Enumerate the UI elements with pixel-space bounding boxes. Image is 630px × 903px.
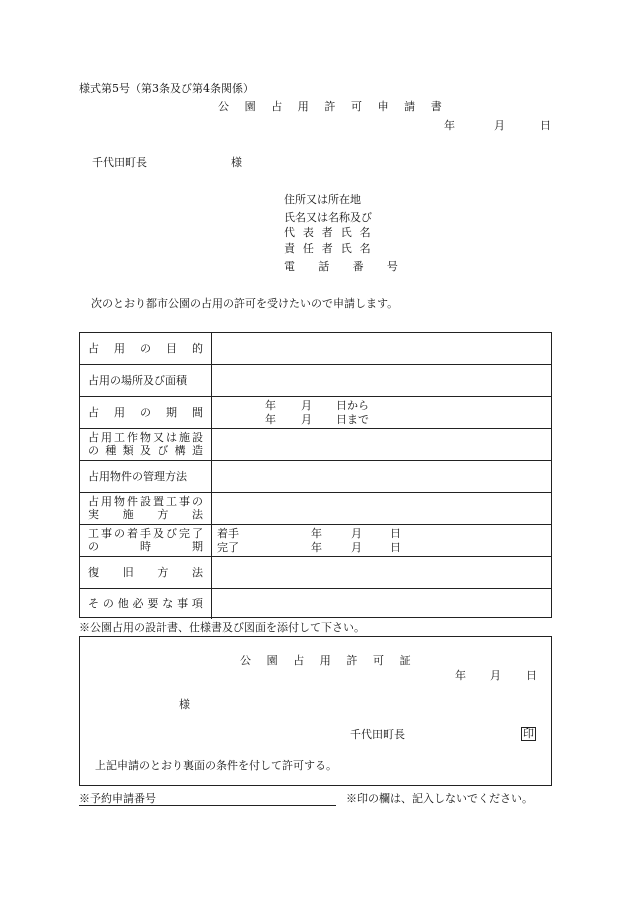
location-area-label: 占用の場所及び面積 [88,373,187,387]
schedule-label-line1: 工 事 の 着 手 及 び 完 了 [88,526,203,540]
start-day: 日 [390,527,401,540]
start-label: 着手 [217,527,239,540]
application-table [79,332,552,618]
label-cell [80,429,212,460]
table-row [80,397,551,429]
location-area-field[interactable] [213,365,551,396]
permit-statement: 上記申請のとおり裏面の条件を付して許可する。 [95,759,337,772]
structure-label [88,432,203,458]
schedule-label-line2: の 時 期 [88,539,203,553]
end-day: 日 [390,541,401,554]
permit-issuer: 千代田町長 [350,728,405,741]
start-year: 年 [311,527,322,540]
seal-column-note: ※印の欄は、記入しないでください。 [346,792,533,805]
addressee-honorific: 様 [231,156,242,169]
period-from-day: 日から [336,399,369,412]
addressee-name: 千代田町長 [92,156,147,169]
permit-date-year: 年 [455,669,466,682]
form-number: 様式第5号（第3条及び第4条関係） [79,82,254,95]
seal-mark: 印 [523,727,534,740]
schedule-field[interactable] [213,525,551,556]
label-cell [80,365,212,396]
address-label: 住所又は所在地 [284,193,361,206]
purpose-field[interactable] [213,333,551,364]
permit-certificate [79,636,552,786]
label-cell [80,461,212,492]
name-label: 氏名又は名称及び [284,211,372,224]
permit-honorific: 様 [179,698,190,711]
label-cell [80,589,212,619]
reservation-number-label: ※予約申請番号 [79,792,156,805]
other-field[interactable] [213,589,551,619]
representative-label: 代 表 者 氏 名 [284,226,373,239]
table-row [80,493,551,525]
construction-label-line2: 実 施 方 法 [88,507,203,521]
schedule-label [88,528,203,554]
period-field[interactable] [213,397,551,428]
construction-label-line1: 占 用 物 件 設 置 工 事 の [88,494,203,508]
date-day: 日 [540,119,551,132]
intro-text: 次のとおり都市公園の占用の許可を受けたいので申請します。 [91,297,399,310]
start-month: 月 [351,527,362,540]
page-title: 公 園 占 用 許 可 申 請 書 [218,100,448,113]
label-cell [80,493,212,524]
period-from-month: 月 [301,399,312,412]
label-cell [80,333,212,364]
structure-field[interactable] [213,429,551,460]
reservation-number-line[interactable] [79,805,336,806]
label-cell [80,525,212,556]
table-row [80,365,551,397]
attachment-note: ※公園占用の設計書、仕様書及び図面を添付して下さい。 [79,621,365,634]
table-row [80,525,551,557]
structure-label-line1: 占 用 工 作 物 又 は 施 設 [88,430,203,444]
end-year: 年 [311,541,322,554]
table-row [80,557,551,589]
period-to-month: 月 [301,413,312,426]
management-field[interactable] [213,461,551,492]
end-label: 完了 [217,541,239,554]
table-row [80,429,551,461]
table-row [80,461,551,493]
label-cell [80,557,212,588]
label-cell [80,397,212,428]
end-month: 月 [351,541,362,554]
other-label: そ の 他 必 要 な 事 項 [88,597,203,610]
management-label: 占用物件の管理方法 [88,469,187,483]
table-row [80,333,551,365]
period-label: 占 用 の 期 間 [88,405,203,419]
phone-label: 電 話 番 号 [284,260,408,273]
purpose-label: 占 用 の 目 的 [88,341,203,355]
construction-label [88,496,203,522]
date-month: 月 [494,119,505,132]
construction-field[interactable] [213,493,551,524]
restoration-field[interactable] [213,557,551,588]
permit-date-day: 日 [526,669,537,682]
responsible-label: 責 任 者 氏 名 [284,242,373,255]
structure-label-line2: の 種 類 及 び 構 造 [88,443,203,457]
period-to-year: 年 [265,413,276,426]
permit-title: 公 園 占 用 許 可 証 [240,654,417,667]
date-year: 年 [444,119,455,132]
period-to-day: 日まで [336,413,369,426]
table-row [80,589,551,619]
restoration-label: 復 旧 方 法 [88,565,203,579]
permit-date-month: 月 [490,669,501,682]
period-from-year: 年 [265,399,276,412]
